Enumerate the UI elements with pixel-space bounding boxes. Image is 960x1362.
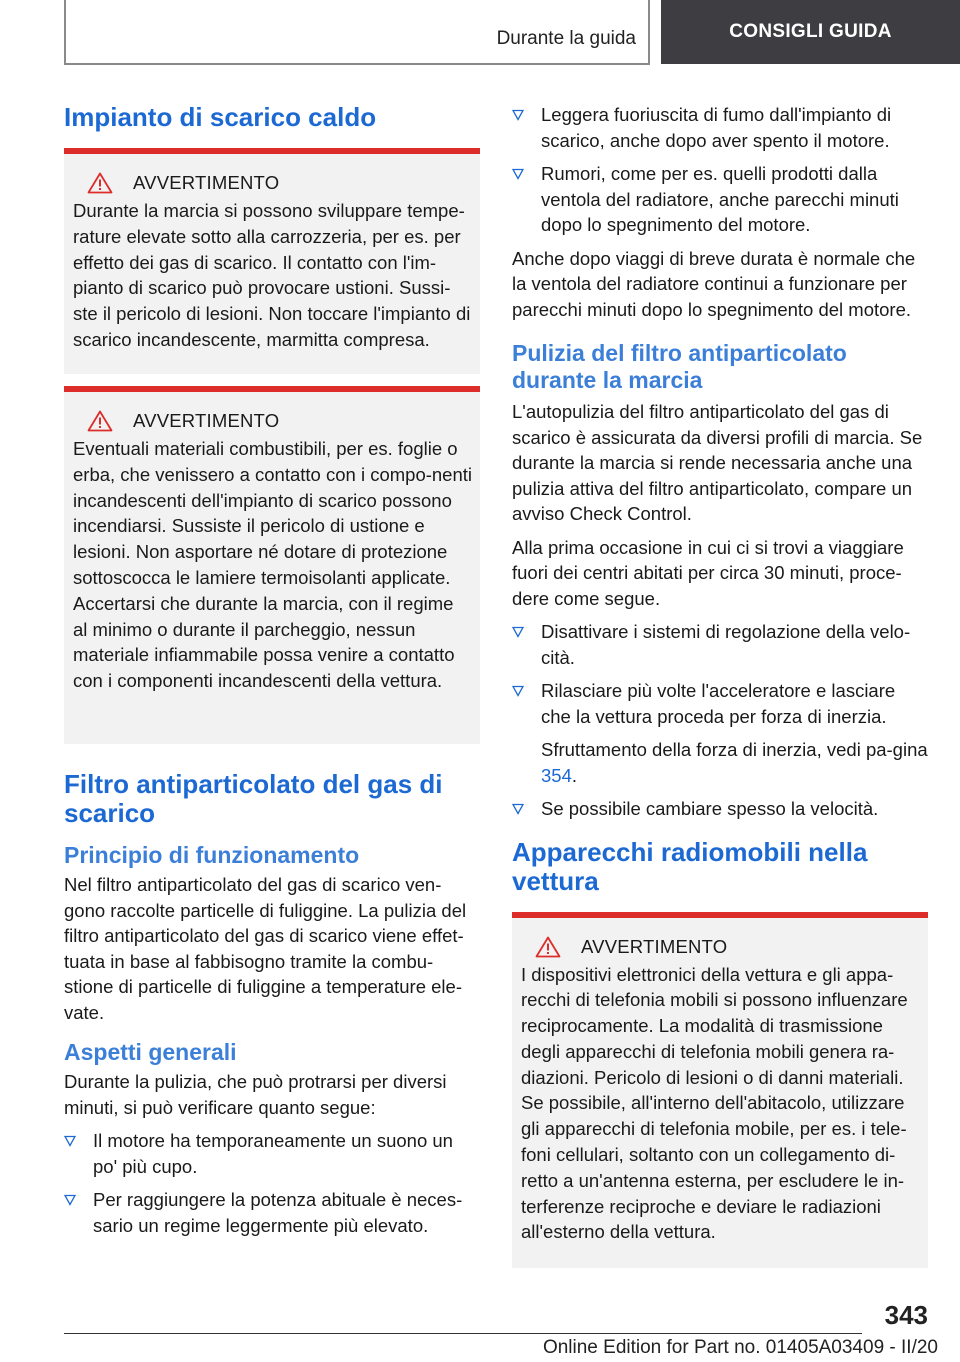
right-column [512,100,928,1268]
warning-label: AVVERTIMENTO [133,410,280,431]
bullet-triangle-icon [512,168,524,180]
general-text: Durante la pulizia, che può protrarsi per diversi minuti, si può verificare quanto segue: [64,1071,447,1118]
list-item [512,619,928,670]
list-item-text: Rilasciare più volte l'acceleratore e lasciare che la vettura proceda per forza di inerzia. [541,680,896,727]
list-item-text: Rumori, come per es. quelli prodotti dalla ventola del radiatore, anche parecchi minuti dopo lo spegnimento del motore. [541,163,899,235]
principle-text: Nel filtro antiparticolato del gas di scarico ven-gono raccolte particelle di fuliggine. La pulizia del filtro antiparticolato del gas di scarico viene effet-tuata in base al fabbisogno tramite la combu-stione di particelle di fuliggine a temperature ele-vate. [64,874,467,1023]
list-item [512,161,928,238]
list-item [512,796,928,822]
effects-bullet-list [512,102,928,238]
list-item-text: Per raggiungere la potenza abituale è neces-sario un regime leggermente più elevato. [93,1189,463,1236]
warning-label: AVVERTIMENTO [133,172,280,193]
list-item [64,1187,480,1238]
bullet-triangle-icon [512,685,524,697]
list-item [64,1128,480,1179]
warning-triangle-icon [87,410,113,432]
subsection-title-filter-cleaning: Pulizia del filtro antiparticolato durante la marcia [512,340,847,393]
coasting-reference [512,737,928,788]
warning-box-1 [64,148,480,374]
bullet-triangle-icon [64,1194,76,1206]
header-section-title: Durante la guida [496,28,636,49]
warning-box-2 [64,386,480,744]
header-rule-bottom [64,63,650,65]
page-number: 343 [884,1300,928,1330]
bullet-triangle-icon [512,803,524,815]
coasting-reference-end: . [571,764,578,786]
fan-note-text: Anche dopo viaggi di breve durata è normale che la ventola del radiatore continui a funzionare per parecchi minuti dopo lo spegnimento del motore. [512,247,916,320]
left-column [64,100,480,1238]
section-title-mobile-devices: Apparecchi radiomobili nella vettura [512,836,868,896]
section-title-particulate-filter: Filtro antiparticolato del gas di scarico [64,769,443,828]
section-title-exhaust: Impianto di scarico caldo [64,102,377,132]
bullet-triangle-icon [512,109,524,121]
warning-header [87,172,472,194]
procedure-bullet-list [512,619,928,729]
footer-rule [64,1333,862,1334]
warning-label: AVVERTIMENTO [581,935,728,957]
header-rule-left [64,0,66,64]
header-rule-mid [648,0,650,64]
bullet-triangle-icon [64,1135,76,1147]
subsection-title-general: Aspetti generali [64,1039,237,1065]
page-link-354[interactable]: 354 [541,764,572,786]
list-item [512,678,928,729]
list-item-text: Disattivare i sistemi di regolazione della velo-cità. [541,621,911,668]
warning-box-3 [512,912,928,1268]
warning-triangle-icon [87,172,113,194]
filter-cleaning-text-2: Alla prima occasione in cui ci si trovi a viaggiare fuori dei centri abitati per circa 30 minuti, proce-dere come segue. [512,536,904,609]
subsection-title-principle: Principio di funzionamento [64,842,360,868]
warning-text: I dispositivi elettronici della vettura e gli appa-recchi di telefonia mobili si possono influenzare reciprocamente. La modalità di trasmissione degli apparecchi di telefonia mobili genera ra-diazioni. Pericolo di lesioni o di danni materiali. Se possibile, all'interno dell'abitacolo, utilizzare gli apparecchi di telefonia mobile, per es. i tele-foni cellulari, soltanto con un collegamento di-retto a un'antenna esterna, per escludere le in-terferenze reciproche e deviare le radiazioni all'esterno della vettura. [521,963,908,1243]
warning-text: Eventuali materiali combustibili, per es. foglie o erba, che venissero a contatto con i compo-nenti incandescenti dell'impianto di scarico possono incendiarsi. Sussiste il pericolo di ustione e lesioni. Non asportare né dotare di protezione sottoscocca le lamiere termoisolanti applicate. Accertarsi che durante la marcia, con il regime al minimo o durante il parcheggio, nessun materiale infiammabile possa venire a contatto con i componenti incandescenti della vettura. [73,438,473,692]
filter-cleaning-text-1: L'autopulizia del filtro antiparticolato del gas di scarico è assicurata da diversi profili di marcia. Se durante la marcia si rende necessaria anche una pulizia attiva del filtro antiparticolato, compare un avviso Check Control. [512,401,923,524]
warning-header [535,936,920,958]
footer-edition-text: Online Edition for Part no. 01405A03409 - II/20 [542,1337,938,1358]
general-bullet-list [64,1128,480,1238]
list-item-text: Leggera fuoriuscita di fumo dall'impianto di scarico, anche dopo aver spento il motore. [541,104,892,151]
list-item-text: Il motore ha temporaneamente un suono un po' più cupo. [93,1130,453,1177]
warning-header [87,410,472,432]
list-item-text: Se possibile cambiare spesso la velocità. [541,798,879,819]
list-item [512,102,928,153]
warning-text: Durante la marcia si possono sviluppare tempe-rature elevate sotto alla carrozzeria, per es. per effetto dei gas di scarico. Il contatto con l'im-pianto di scarico può provocare ustioni. Sussi-ste il pericolo di lesioni. Non toccare l'impianto di scarico incandescente, marmitta compresa. [73,200,471,350]
warning-triangle-icon [535,936,561,958]
header-chapter-tab: CONSIGLI GUIDA [661,0,960,64]
speed-bullet-list [512,796,928,822]
bullet-triangle-icon [512,626,524,638]
coasting-reference-text: Sfruttamento della forza di inerzia, vedi pa-gina [541,739,928,760]
